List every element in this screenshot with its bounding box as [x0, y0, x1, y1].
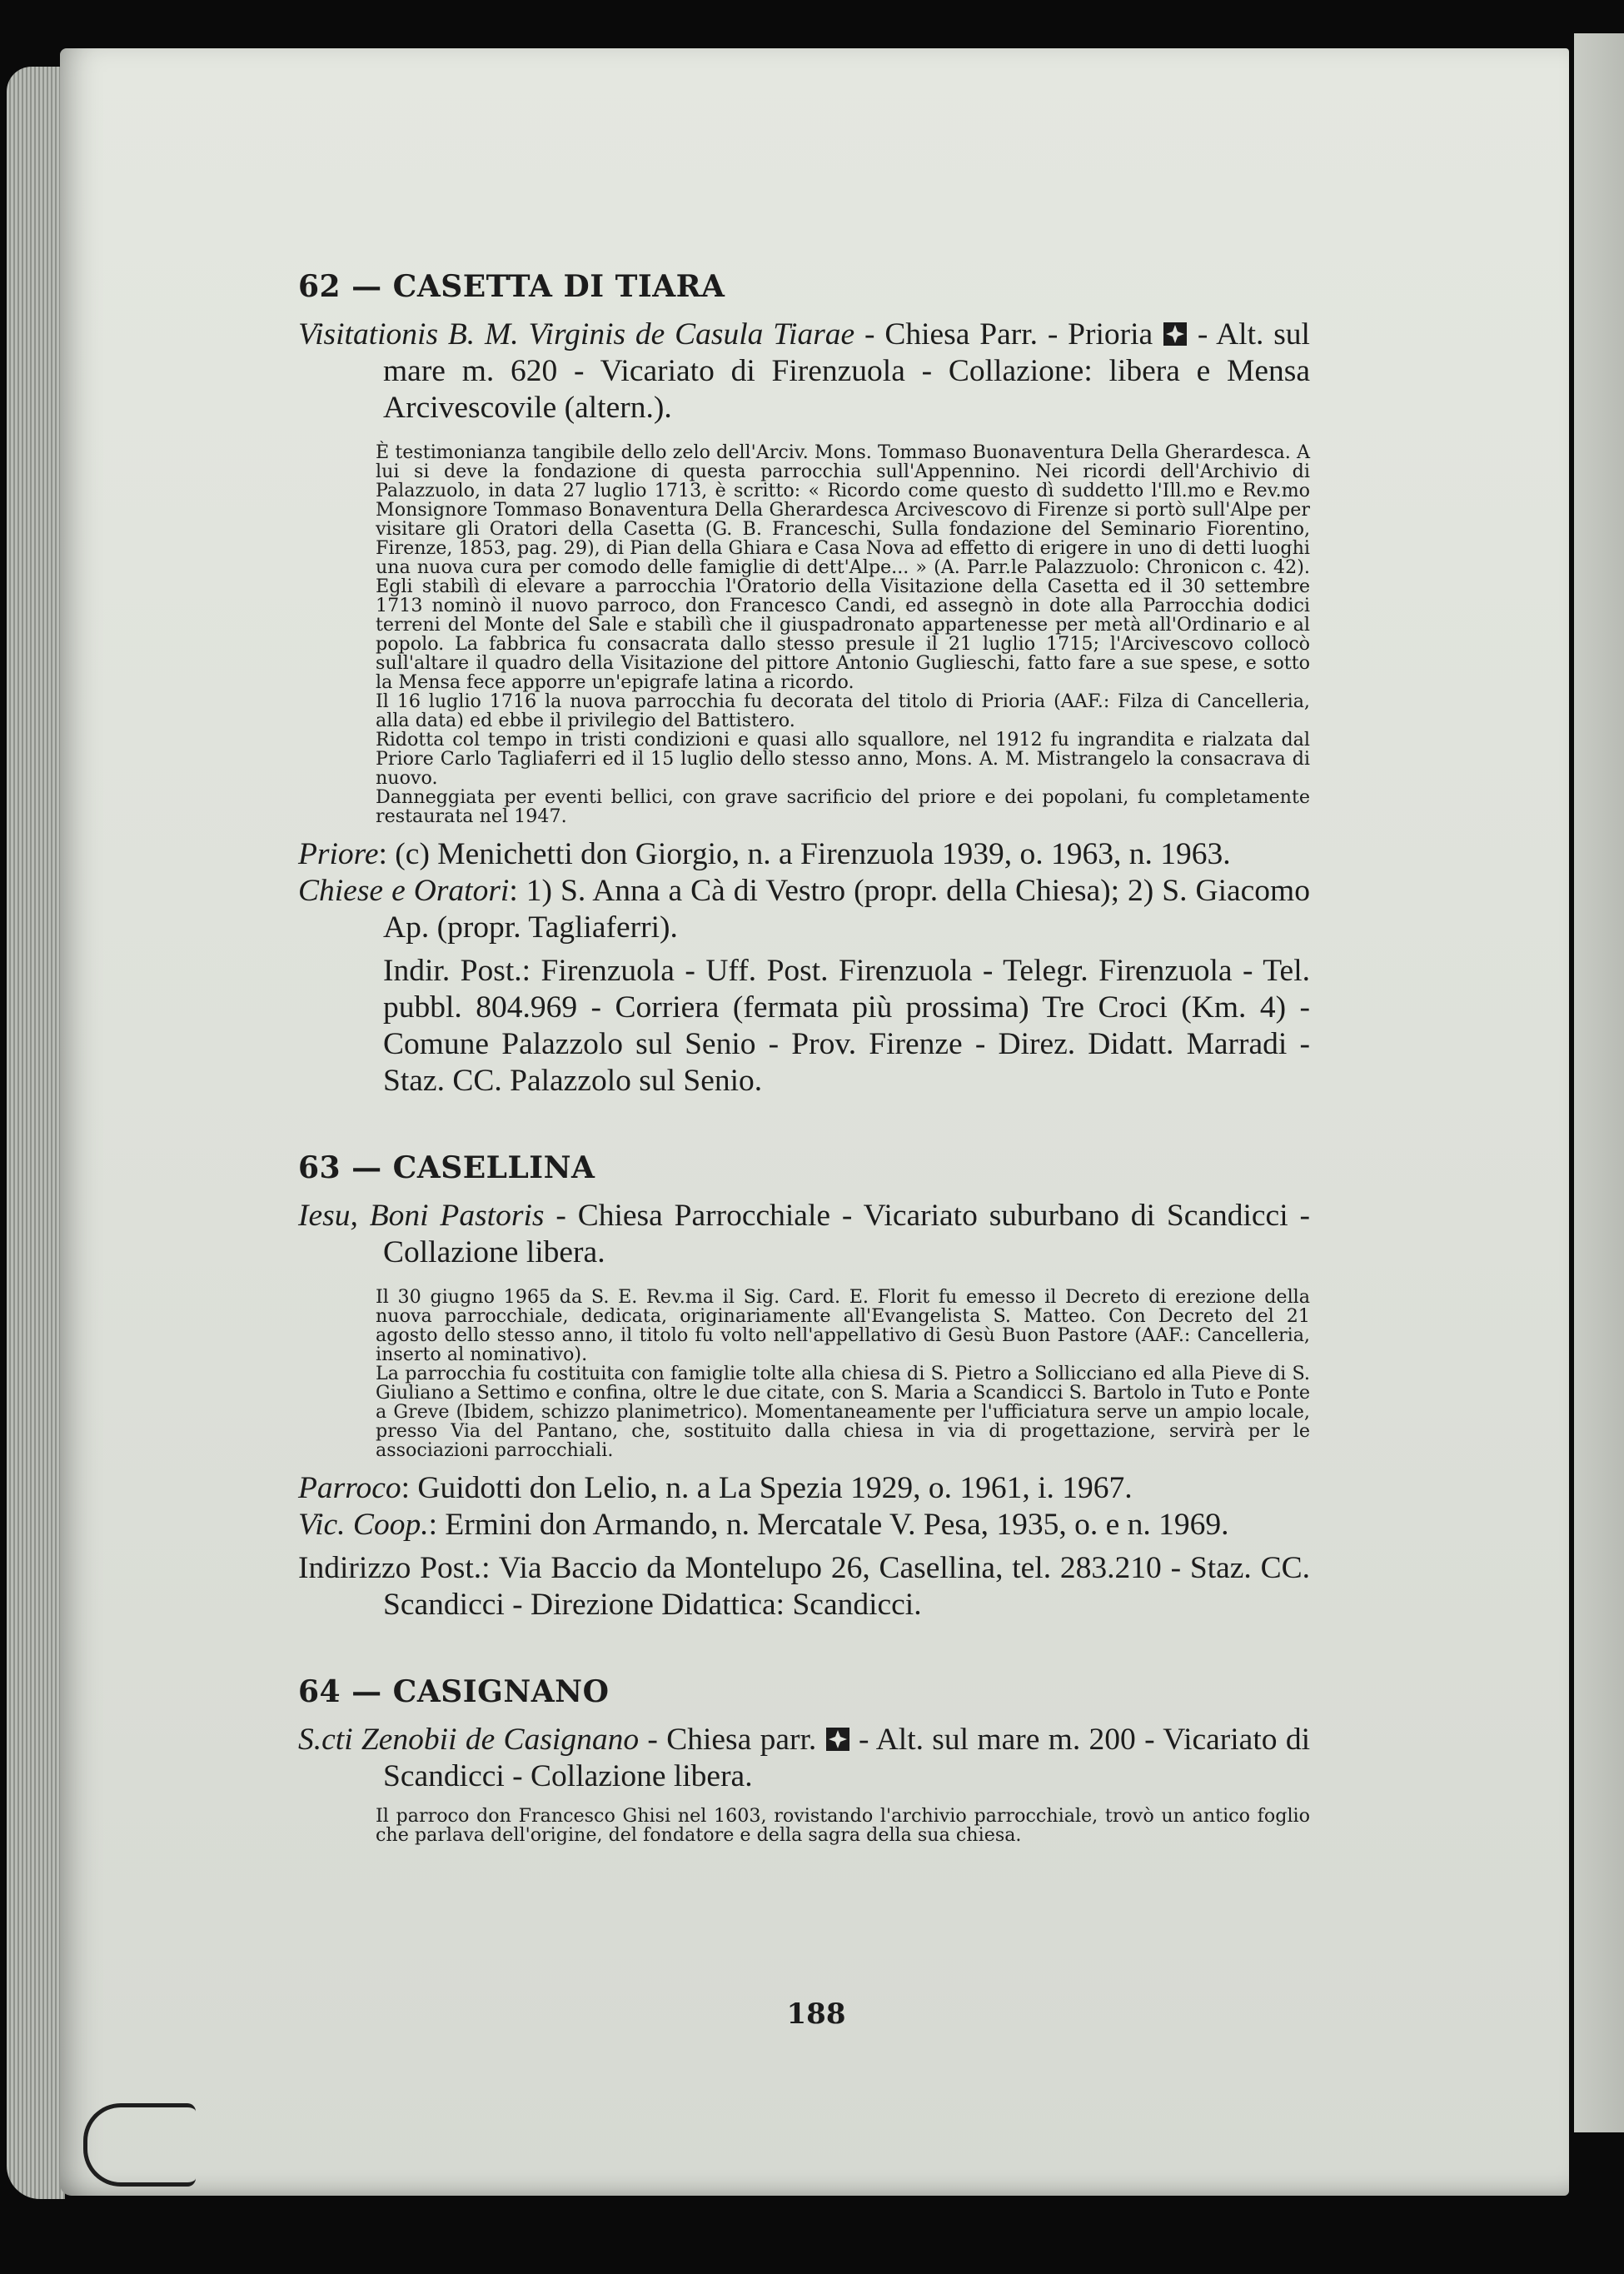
parish-entry	[298, 1722, 1310, 1795]
clergy-line	[298, 1470, 1310, 1507]
facing-page-edge	[1574, 33, 1624, 2132]
entry-text: - Chiesa Parr. - Prioria	[854, 317, 1163, 352]
priory-cross-icon	[825, 1727, 850, 1752]
section-62	[298, 267, 1310, 1100]
history-note	[298, 443, 1310, 826]
priory-cross-icon	[1163, 322, 1188, 347]
entry-text: - Chiesa parr.	[639, 1723, 825, 1757]
note-paragraph: Il 16 luglio 1716 la nuova parrocchia fu decorata del titolo di Prioria (AAF.: Filza di Cancelleria, alla data) ed ebbe il privilegio del Battistero.	[376, 691, 1310, 731]
note-paragraph: Danneggiata per eventi bellici, con grave sacrificio del priore e dei popolani, fu completamente restaurata nel 1947.	[376, 786, 1310, 827]
note-paragraph: Ridotta col tempo in tristi condizioni e quasi allo squallore, nel 1912 fu ingrandita e rialzata dal Priore Carlo Tagliaferri ed il 15 luglio dello stesso anno, Mons. A. M. Mistrangelo la consacrava di nuovo.	[376, 729, 1310, 789]
parish-entry	[298, 317, 1310, 426]
note-paragraph: Il parroco don Francesco Ghisi nel 1603, rovistando l'archivio parrocchiale, trovò un antico foglio che parlava dell'origine, del fondatore e della sagra della sua chiesa.	[376, 1805, 1310, 1846]
clergy-text: : (c) Menichetti don Giorgio, n. a Firenzuola 1939, o. 1963, n. 1963.	[378, 837, 1231, 871]
dedication: Visitationis B. M. Virginis de Casula Tiarae	[298, 317, 855, 352]
clergy-label: Priore	[298, 837, 379, 871]
churches-line	[298, 873, 1310, 946]
bookmark-ribbon	[83, 2103, 196, 2187]
section-heading: 64 — CASIGNANO	[298, 1674, 610, 1709]
section-63	[298, 1148, 1310, 1623]
entry-text-cont: - Alt. sul mare m. 620 - Vicariato di Firenzuola - Collazione: libera e Mensa Arcivescovile (altern.).	[383, 317, 1310, 425]
dedication: Iesu, Boni Pastoris	[298, 1199, 545, 1233]
dedication: S.cti Zenobii de Casignano	[298, 1723, 640, 1757]
note-paragraph: La parrocchia fu costituita con famiglie tolte alla chiesa di S. Pietro a Sollicciano ed alla Pieve di S. Giuliano a Settimo e confina, oltre le due citate, con S. Maria a Scandicci S. Bartolo in Tuto e Ponte a Greve (Ibidem, schizzo planimetrico). Momentaneamente per l'ufficiatura serve un ampio locale, presso Via del Pantano, che, sostituito dalla chiesa in via di progettazione, servirà per le associazioni parrocchiali.	[376, 1363, 1310, 1461]
note-paragraph: Il 30 giugno 1965 da S. E. Rev.ma il Sig. Card. E. Florit fu emesso il Decreto di erezione della nuova parrocchiale, dedicata, originariamente all'Evangelista S. Matteo. Con Decreto del 21 agosto dello stesso anno, il titolo fu volto nell'appellativo di Gesù Buon Pastore (AAF.: Cancelleria, inserto al nominativo).	[376, 1286, 1310, 1365]
history-note	[298, 1288, 1310, 1460]
churches-text: : 1) S. Anna a Cà di Vestro (propr. della Chiesa); 2) S. Giacomo Ap. (propr. Tagliaferri).	[383, 874, 1310, 945]
page-number: 188	[786, 1997, 846, 2031]
clergy-line	[298, 836, 1310, 873]
section-64	[298, 1672, 1310, 1845]
section-heading: 63 — CASELLINA	[298, 1150, 595, 1185]
coop-line	[298, 1507, 1310, 1543]
page-edges	[7, 67, 65, 2199]
clergy-text: : Guidotti don Lelio, n. a La Spezia 1929, o. 1961, i. 1967.	[401, 1471, 1133, 1505]
history-note	[298, 1807, 1310, 1845]
section-heading: 62 — CASETTA DI TIARA	[298, 269, 725, 304]
note-paragraph: È testimonianza tangibile dello zelo dell'Arciv. Mons. Tommaso Buonaventura Della Gherardesca. A lui si deve la fondazione di questa parrocchia sull'Appennino. Nei ricordi dell'Archivio di Palazzuolo, in data 27 luglio 1713, è scritto: « Ricordo come questo dì suddetto l'Ill.mo e Rev.mo Monsignore Tommaso Bonaventura Della Gherardesca Arcivescovo di Firenze si portò sull'Alpe per visitare gli Oratori della Casetta (G. B. Franceschi, Sulla fondazione del Seminario Fiorentino, Firenze, 1853, pag. 29), di Pian della Ghiara e Casa Nova ad effetto di erigere in uno di detti luoghi una nuova cura per comodo delle famiglie di dett'Alpe... » (A. Parr.le Palazzuolo: Chronicon c. 42). Egli stabilì di elevare a parrocchia l'Oratorio della Visitazione della Casetta ed il 30 settembre 1713 nominò il nuovo parroco, don Francesco Candi, ed assegnò in dote alla Parrocchia dodici terreni del Monte del Sale e stabilì che il giuspadronato appartenesse per metà all'Ordinario e al popolo. La fabbrica fu consacrata dallo stesso presule il 21 luglio 1715; l'Arcivescovo collocò sull'altare il quadro della Visitazione del pittore Antonio Guglieschi, fatto fare a sue spese, e sotto la Mensa fece apporre un'epigrafe latina a ricordo.	[376, 441, 1310, 693]
postal-address: Indir. Post.: Firenzuola - Uff. Post. Firenzuola - Telegr. Firenzuola - Tel. pubbl. 804.969 - Corriera (fermata più prossima) Tre Croci (Km. 4) - Comune Palazzolo sul Senio - Prov. Firenze - Direz. Didatt. Marradi - Staz. CC. Palazzolo sul Senio.	[383, 954, 1310, 1098]
coop-label: Vic. Coop.	[298, 1508, 429, 1542]
postal-address: Indirizzo Post.: Via Baccio da Montelupo 26, Casellina, tel. 283.210 - Staz. CC. Scandicci - Direzione Didattica: Scandicci.	[298, 1551, 1310, 1622]
page-content	[298, 267, 1310, 1855]
parish-entry	[298, 1198, 1310, 1271]
entry-text: - Chiesa Parrocchiale - Vicariato suburbano di Scandicci - Collazione libera.	[383, 1199, 1310, 1269]
clergy-label: Parroco	[298, 1471, 401, 1505]
entry-text-cont: - Alt. sul mare m. 200 - Vicariato di Scandicci - Collazione libera.	[383, 1723, 1310, 1793]
coop-text: : Ermini don Armando, n. Mercatale V. Pesa, 1935, o. e n. 1969.	[428, 1508, 1229, 1542]
churches-label: Chiese e Oratori	[298, 874, 510, 908]
